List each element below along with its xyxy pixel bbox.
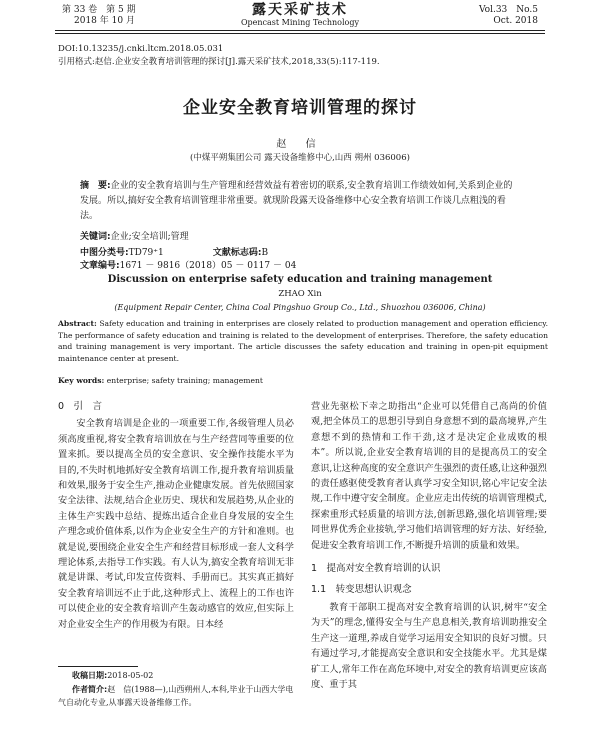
author-cn: 赵 信	[276, 139, 324, 150]
right-paragraph-1: 营业先驱松下幸之助指出“企业可以凭借自己高尚的价值观,把全体员工的思想引导到自身意想不到的最高境界,产生意想不到的热情和工作干劲,这才是决定企业成败的根本”。所以说,企业安全教育培训的目的是提高员工的安全意识,让这种高度的安全意识产生强烈的责任感,让这种强烈的责任感驱使受教育者认真学习安全知识,铭心牢记安全法规,工作中遵守安全制度。企业应走出传统的培训管理模式,探索重形式轻质量的培训方法,创新思路,强化培训管理;要同世界优秀企业接轨,学习他们培训管理的好方法、好经验,促进安全教育培训工作,不断提升培训的质量和效果。	[311, 401, 547, 551]
volume-cn: 第 33 卷 第 5 期	[62, 5, 136, 15]
date-en: Oct. 2018	[493, 16, 538, 26]
header-rule	[55, 30, 545, 31]
abstract-en	[58, 318, 548, 364]
received-date	[58, 669, 298, 682]
author-bio-label: 作者简介:	[72, 685, 108, 694]
doc-code	[213, 245, 323, 258]
intro-paragraph: 安全教育培训是企业的一项重要工作,各级管理人员必须高度重视,将安全教育培训放在与生产经营同等重要的位置来抓。要以提高全员的安全意识、安全操作技能水平为目的,不失时机地抓好安全教育培训工作,提升教育培训质量和效果,服务于安全生产,推动企业健康发展。首先依照国家安全法律、法规,结合企业历史、现状和发展趋势,从企业的主体生产实践中总结、提炼出适合企业自身发展的安全生产理念或价值体系,以作为企业安全生产的方针和准则。也就是说,要围绕企业安全生产和经营目标形成一套人文科学理论体系,去指导工作实践。有人认为,搞安全教育培训无非就是讲课、考试,印发宣传资料、手册而已。其实真正搞好安全教育培训远不止于此,这种形式上、流程上的工作也许可以使企业的安全教育培训产生轰动感官的效应,但实际上对企业安全生产的作用极为有限。日本经	[58, 418, 294, 630]
author-bio-text: 赵 信(1988—),山西朔州人,本科,毕业于山西大学电气自动化专业,从事露天设备维修工作。	[58, 685, 294, 707]
abstract-cn	[80, 179, 520, 224]
clc-number	[80, 245, 210, 258]
keywords-cn	[80, 229, 189, 242]
journal-title-cn: 露天采矿技术	[252, 2, 348, 18]
author-en: ZHAO Xin	[278, 289, 322, 299]
right-paragraph-2: 教育干部职工提高对安全教育培训的认识,树牢“安全为天”的理念,懂得安全与生产息息相关,教育培训助推安全生产这一道理,养成自觉学习运用安全知识的良好习惯。只有通过学习,才能提高安全意识和安全技能水平。尤其是煤矿工人,常年工作在高危环境中,对安全的教育培训更应该高度、重于其	[311, 601, 547, 690]
abstract-cn-label: 摘 要:	[80, 181, 111, 191]
citation: 引用格式:赵信.企业安全教育培训管理的探讨[J].露天采矿技术,2018,33(5):117-119.	[58, 57, 380, 67]
doc-label: 文献标志码:	[212, 248, 262, 258]
article-number	[80, 258, 296, 271]
section-0-heading: 0 引 言	[58, 401, 103, 412]
volume-en: Vol.33 No.5	[478, 5, 538, 15]
header-rule-thin	[55, 33, 545, 34]
keywords-cn-text: 企业;安全培训;管理	[110, 232, 189, 242]
affiliation-cn: (中煤平朔集团公司 露天设备维修中心,山西 朔州 036006)	[190, 153, 410, 163]
affiliation-en: (Equipment Repair Center, China Coal Pingshuo Group Co., Ltd., Shuozhou 036006, China)	[114, 303, 486, 312]
received-value: 2018-05-02	[107, 671, 154, 680]
header-right	[479, 5, 538, 27]
keywords-en-label: Key words:	[58, 376, 105, 385]
doi: DOI:10.13235/j.cnki.ltcm.2018.05.031	[58, 44, 224, 54]
section-1-heading: 1 提高对安全教育培训的认识	[311, 563, 441, 575]
classification-row	[80, 245, 540, 271]
section-1-1-heading: 1.1 转变思想认识观念	[311, 584, 412, 596]
clc-value: TD79⁺1	[128, 248, 164, 258]
footnote-rule	[58, 666, 138, 667]
abstract-en-text: Safety education and training in enterprises are closely related to production management and operation efficiency. The performance of safety education and training is related to the development of enterprises. Therefore, the safety education and training management is very important. The article discusses the safety education and training in open-pit equipment maintenance center at present.	[58, 319, 549, 363]
art-value: 1671 － 9816（2018）05 － 0117 － 04	[119, 261, 297, 271]
paper-title-en: Discussion on enterprise safety education and training management	[107, 274, 493, 285]
date-cn: 2018 年 10 月	[74, 16, 135, 26]
abstract-cn-text: 企业的安全教育培训与生产管理和经营效益有着密切的联系,安全教育培训工作绩效如何,关系到企业的发展。所以,搞好安全教育培训管理非常重要。就现阶段露天设备维修中心安全教育培训工作谈几点粗浅的看法。	[80, 181, 513, 221]
right-column	[311, 399, 547, 692]
abstract-en-label: Abstract:	[58, 319, 97, 328]
paper-title-cn: 企业安全教育培训管理的探讨	[183, 98, 417, 118]
clc-label: 中图分类号:	[80, 248, 129, 258]
left-column	[58, 399, 294, 632]
keywords-en	[58, 376, 263, 385]
received-label: 收稿日期:	[72, 671, 108, 680]
keywords-cn-label: 关键词:	[80, 232, 111, 242]
art-label: 文章编号:	[80, 261, 120, 271]
journal-title-en: Opencast Mining Technology	[240, 18, 360, 27]
author-bio	[58, 683, 298, 709]
keywords-en-text: enterprise; safety training; management	[106, 376, 263, 385]
doc-value: B	[261, 248, 269, 258]
